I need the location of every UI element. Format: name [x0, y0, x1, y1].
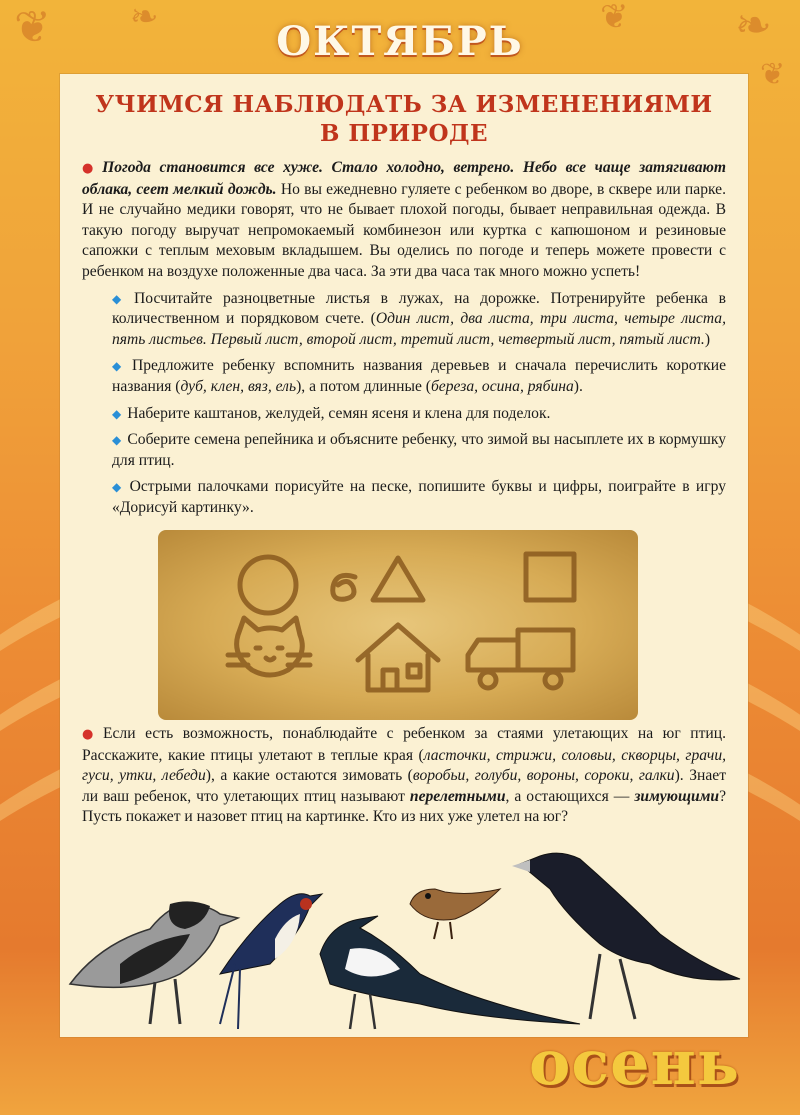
maple-leaf-icon: ❦	[14, 2, 51, 53]
heading-line-1: УЧИМСЯ НАБЛЮДАТЬ ЗА ИЗМЕНЕНИЯМИ	[95, 91, 713, 118]
tip-text: Посчитайте разноцветные листья в лужах, на дорожке. Потренируйте ребенка в количественном и порядковом счете. (	[112, 289, 726, 328]
sand-cat-icon	[228, 618, 310, 675]
sand-drawing-svg	[158, 530, 638, 720]
rook-icon	[512, 853, 740, 1019]
tip-italic: Один лист, два листа, три листа, четыре листа, пять листьев. Первый лист, второй лист, третий лист, четвертый лист, пятый лист.	[112, 310, 726, 348]
intro-text: Но вы ежедневно гуляете с ребенком во дворе, в сквере или парке. И не случайно медики говорят, что не бывает плохой погоды, бывает неправильная одежда. В такую погоду выручат непромокаемый комбинезон или куртка с капюшоном и резиновые сапожки с теплым меховым вкладышем. Вы оделись по погоде и теперь можете провести с ребенком на воздухе положенные два часа. За эти два часа так много можно успеть!	[82, 180, 726, 280]
birds-illustration	[60, 834, 748, 1034]
tip-text: Острыми палочками порисуйте на песке, попишите буквы и цифры, поиграйте в игру «Дорисуй картинку».	[112, 478, 727, 516]
birds-text: , а остающихся —	[505, 787, 635, 805]
bullet-dot-icon: ●	[82, 161, 99, 176]
sand-square-icon	[526, 554, 574, 600]
tip-text: Предложите ребенку вспомнить названия деревьев и сначала перечислить короткие названия (	[112, 357, 726, 395]
bullet-diamond-icon: ◆	[112, 433, 122, 448]
tip-text: ).	[573, 377, 583, 395]
term-wintering: зимующими	[634, 787, 720, 805]
sand-triangle-icon	[373, 558, 423, 600]
tip-text: )	[704, 330, 711, 348]
intro-paragraph	[60, 158, 748, 283]
month-title: ОКТЯБРЬ	[276, 18, 524, 65]
sand-house-icon	[358, 625, 438, 690]
sand-drawing-image	[158, 530, 638, 720]
magpie-icon	[320, 916, 580, 1029]
tip-text: ), а потом длинные (	[296, 377, 431, 395]
tips-list	[60, 289, 748, 519]
list-item	[112, 289, 726, 351]
intro-bold: Погода становится все хуже. Стало холодно, ветрено. Небо все чаще затягивают облака, сеет мелкий дождь.	[82, 159, 727, 198]
tip-text: Наберите каштанов, желудей, семян ясеня и клена для поделок.	[127, 404, 551, 422]
maple-leaf-icon: ❧	[735, 0, 772, 51]
swallow-icon	[220, 894, 322, 1029]
sparrow-icon	[410, 889, 500, 939]
bullet-diamond-icon: ◆	[112, 359, 126, 374]
bullet-diamond-icon: ◆	[112, 291, 129, 306]
bullet-diamond-icon: ◆	[112, 480, 124, 495]
birds-text: Если есть возможность, понаблюдайте с ребенком за стаями улетающих на юг птиц. Расскажите, какие птицы улетают в теплые края (	[82, 725, 726, 764]
maple-leaf-icon: ❦	[600, 0, 629, 37]
maple-leaf-icon: ❧	[130, 0, 159, 37]
content-panel	[60, 74, 748, 1037]
hooded-crow-icon	[70, 901, 238, 1024]
maple-leaf-icon: ❦	[760, 57, 786, 92]
migratory-birds: ласточки, стрижи, соловьи, скворцы, грачи, гуси, утки, лебеди	[82, 746, 727, 785]
list-item	[112, 404, 726, 425]
list-item	[112, 430, 726, 471]
wintering-birds: воробьи, голуби, вороны, сороки, галки	[412, 767, 675, 785]
birds-text: ). Знает ли ваш ребенок, что улетающих птиц называют	[82, 767, 727, 805]
birds-text: ? Пусть покажет и назовет птиц на картинке. Кто из них уже улетел на юг?	[82, 787, 726, 826]
birds-paragraph	[60, 724, 748, 828]
sand-spiral-icon	[333, 575, 355, 599]
birds-text: ), а какие остаются зимовать (	[205, 767, 413, 785]
sand-circle-icon	[240, 557, 296, 613]
heading-line-2: В ПРИРОДЕ	[319, 120, 488, 147]
term-migratory: перелетными	[409, 787, 506, 805]
bullet-diamond-icon: ◆	[112, 406, 122, 421]
tip-italic: дуб, клен, вяз, ель	[180, 377, 297, 395]
page-heading	[60, 90, 748, 148]
season-title: осень	[528, 1026, 740, 1099]
bullet-dot-icon: ●	[82, 727, 99, 742]
list-item	[112, 356, 726, 397]
sand-truck-icon	[468, 630, 573, 688]
tip-italic: береза, осина, рябина	[430, 377, 574, 395]
tip-text: Соберите семена репейника и объясните ребенку, что зимой вы насыплете их в кормушку для птиц.	[112, 431, 726, 469]
list-item	[112, 477, 726, 518]
